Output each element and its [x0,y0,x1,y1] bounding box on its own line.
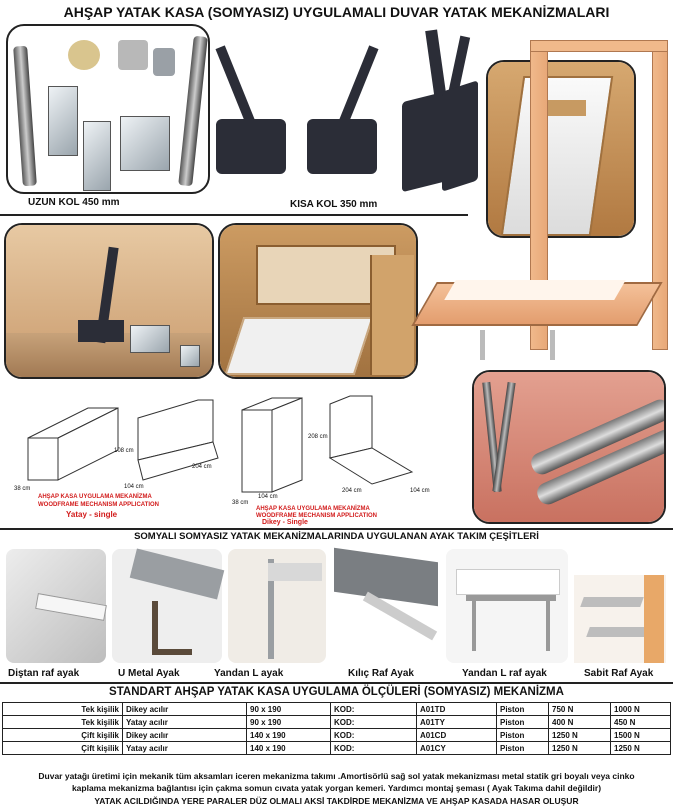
cell-size: 90 x 190 [247,703,331,716]
legs-section-title: SOMYALI SOMYASIZ YATAK MEKANİZMALARINDA UYGULANAN AYAK TAKIM ÇEŞİTLERİ [134,531,539,542]
cell-piston: Piston [497,742,549,755]
dim-h-width: 104 cm [124,484,144,490]
cell-size: 140 x 190 [247,729,331,742]
dim-h-length: 204 cm [192,464,212,470]
footer-note-3: YATAK ACILDIĞINDA YERE PARALER DÜZ OLMALI AKSİ TAKDİRDE MEKANİZMA VE AHŞAP KASADA HASAR OLUŞUR [94,796,579,806]
leg-photo-side-l [228,549,326,663]
leg-caption-4: Kılıç Raf Ayak [348,668,414,679]
leg-photo-u-metal [112,549,222,663]
cell-force-2: 1000 N [611,703,671,716]
diagram-horizontal-bed [8,388,232,528]
table-row [3,729,671,742]
cell-code-label: KOD: [331,729,417,742]
photo-wall-bed-open [420,30,670,360]
legs-row [0,545,673,681]
dim-v-width-open: 104 cm [410,488,430,494]
table-row [3,703,671,716]
dim-h-height: 108 cm [114,448,134,454]
v-label-3: Dikey - Single [262,519,308,526]
caption-long-arm: UZUN KOL 450 mm [28,197,120,208]
cell-force-2: 1250 N [611,742,671,755]
photo-gas-pistons [472,370,666,524]
cell-code-label: KOD: [331,742,417,755]
photo-long-arm-kit [6,24,210,194]
cell-force-1: 1250 N [549,729,611,742]
table-section-title: STANDART AHŞAP YATAK KASA UYGULAMA ÖLÇÜLERİ (SOMYASIZ) MEKANİZMA [109,686,564,698]
leg-caption-5: Yandan L raf ayak [462,668,547,679]
dim-v-height: 208 cm [308,434,328,440]
page-title: AHŞAP YATAK KASA (SOMYASIZ) UYGULAMALI DUVAR YATAK MEKANİZMALARI [63,4,610,20]
cell-force-2: 1500 N [611,729,671,742]
photo-wall-bed-room [218,223,418,379]
cell-force-1: 750 N [549,703,611,716]
photo-short-arm [212,24,382,194]
v-label-2: WOODFRAME MECHANISM APPLICATION [256,513,377,519]
leg-photo-sword-shelf [330,549,440,663]
cell-force-2: 450 N [611,716,671,729]
cell-code-label: KOD: [331,703,417,716]
leg-caption-3: Yandan L ayak [214,668,284,679]
cell-opening: Dikey acılır [123,703,247,716]
caption-short-arm: KISA KOL 350 mm [290,199,378,210]
leg-caption-1: Diştan raf ayak [8,668,80,679]
leg-photo-front-shelf [6,549,106,663]
diagram-vertical-bed [232,388,452,528]
table-row [3,742,671,755]
leg-caption-6: Sabit Raf Ayak [584,668,654,679]
photo-mechanism-on-frame [4,223,214,379]
h-label-3: Yatay - single [66,510,118,519]
h-label-2: WOODFRAME MECHANISM APPLICATION [38,502,159,508]
footer-note-2: kaplama mekanizma bağlantısı için çakma somun cıvata yatak yorgan kemeri. Yardımcı montaj şeması ( Ayak Takıma dahil değildir) [71,783,602,793]
cell-opening: Yatay acılır [123,716,247,729]
cell-type: Tek kişilik [3,703,123,716]
horizontal-bed-drawing [8,388,232,498]
dim-v-depth: 38 cm [232,500,249,506]
cell-type: Çift kişilik [3,742,123,755]
cell-type: Tek kişilik [3,716,123,729]
cell-code: A01CY [417,742,497,755]
cell-size: 90 x 190 [247,716,331,729]
cell-code: A01TD [417,703,497,716]
cell-opening: Yatay acılır [123,742,247,755]
h-label-1: AHŞAP KASA UYGULAMA MEKANİZMA [38,494,152,500]
cell-opening: Dikey acılır [123,729,247,742]
cell-force-1: 1250 N [549,742,611,755]
footer-note-1: Duvar yatağı üretimi için mekanik tüm aksamları iceren mekanizma takımı .Amortisörlü sağ sol yatak mekanizması metal statik gri boyalı veya cinko [38,771,635,781]
cell-piston: Piston [497,703,549,716]
v-label-1: AHŞAP KASA UYGULAMA MEKANİZMA [256,506,370,512]
cell-size: 140 x 190 [247,742,331,755]
spec-table [2,702,671,755]
dim-h-depth: 38 cm [14,486,31,492]
vertical-bed-drawing [232,388,452,498]
cell-piston: Piston [497,716,549,729]
cell-type: Çift kişilik [3,729,123,742]
leg-photo-side-l-shelf [446,549,568,663]
cell-code-label: KOD: [331,716,417,729]
table-row [3,716,671,729]
leg-photo-fixed-shelf [574,575,666,663]
dim-v-length: 204 cm [342,488,362,494]
cell-piston: Piston [497,729,549,742]
cell-code: A01TY [417,716,497,729]
cell-code: A01CD [417,729,497,742]
leg-caption-2: U Metal Ayak [118,668,180,679]
dim-v-width: 104 cm [258,494,278,500]
cell-force-1: 400 N [549,716,611,729]
